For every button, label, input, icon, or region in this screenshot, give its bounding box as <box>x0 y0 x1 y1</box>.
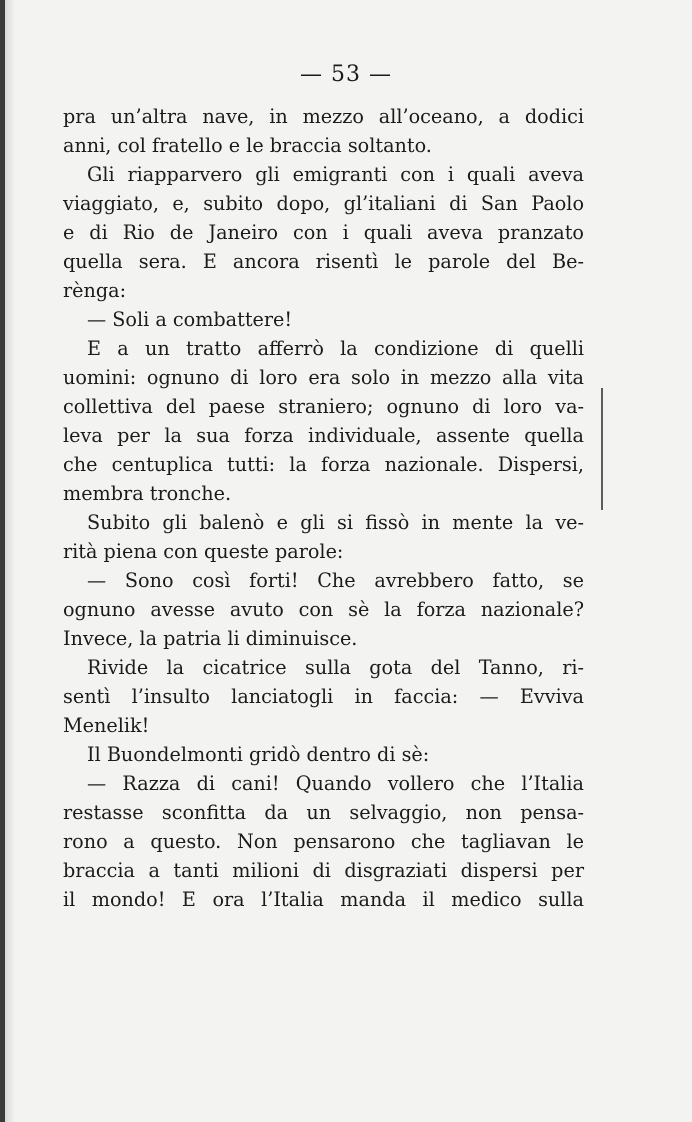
text-line: Menelik! <box>63 714 150 737</box>
text-line: Subito gli balenò e gli si fissò in mente la ve- <box>87 511 584 534</box>
text-line: — Sono così forti! Che avrebbero fatto, se <box>87 569 584 592</box>
margin-pencil-mark <box>601 388 603 510</box>
text-line: che centuplica tutti: la forza nazionale. Dispersi, <box>63 453 584 476</box>
text-line: rità piena con queste parole: <box>63 540 344 563</box>
text-line: braccia a tanti milioni di disgraziati dispersi per <box>63 859 584 882</box>
page-shadow <box>5 0 15 1122</box>
text-line: Invece, la patria li diminuisce. <box>63 627 358 650</box>
text-line: uomini: ognuno di loro era solo in mezzo alla vita <box>63 366 584 389</box>
text-line: — Soli a combattere! <box>87 308 293 331</box>
text-line: ognuno avesse avuto con sè la forza nazionale? <box>63 598 584 621</box>
text-line: membra tronche. <box>63 482 232 505</box>
text-line: — Razza di cani! Quando vollero che l’Italia <box>87 772 584 795</box>
text-line: quella sera. E ancora risentì le parole del Be- <box>63 250 584 273</box>
text-line: leva per la sua forza individuale, assente quella <box>63 424 584 447</box>
text-line: rènga: <box>63 279 127 302</box>
text-line: il mondo! E ora l’Italia manda il medico sulla <box>63 888 584 911</box>
text-line: restasse sconfitta da un selvaggio, non pensa- <box>63 801 584 824</box>
text-line: Rivide la cicatrice sulla gota del Tanno, ri- <box>87 656 584 679</box>
text-line: anni, col fratello e le braccia soltanto. <box>63 134 432 157</box>
text-line: collettiva del paese straniero; ognuno di loro va- <box>63 395 584 418</box>
text-line: E a un tratto afferrò la condizione di quelli <box>87 337 584 360</box>
page-number: — 53 — <box>300 62 392 87</box>
text-line: Il Buondelmonti gridò dentro di sè: <box>87 743 430 766</box>
text-line: pra un’altra nave, in mezzo all’oceano, a dodici <box>63 105 584 128</box>
text-line: Gli riapparvero gli emigranti con i quali aveva <box>87 163 584 186</box>
text-line: rono a questo. Non pensarono che tagliavan le <box>63 830 584 853</box>
text-line: viaggiato, e, subito dopo, gl’italiani di San Paolo <box>63 192 584 215</box>
text-line: sentì l’insulto lanciatogli in faccia: — Evviva <box>63 685 584 708</box>
body-text <box>63 102 584 914</box>
text-line: e di Rio de Janeiro con i quali aveva pranzato <box>63 221 584 244</box>
